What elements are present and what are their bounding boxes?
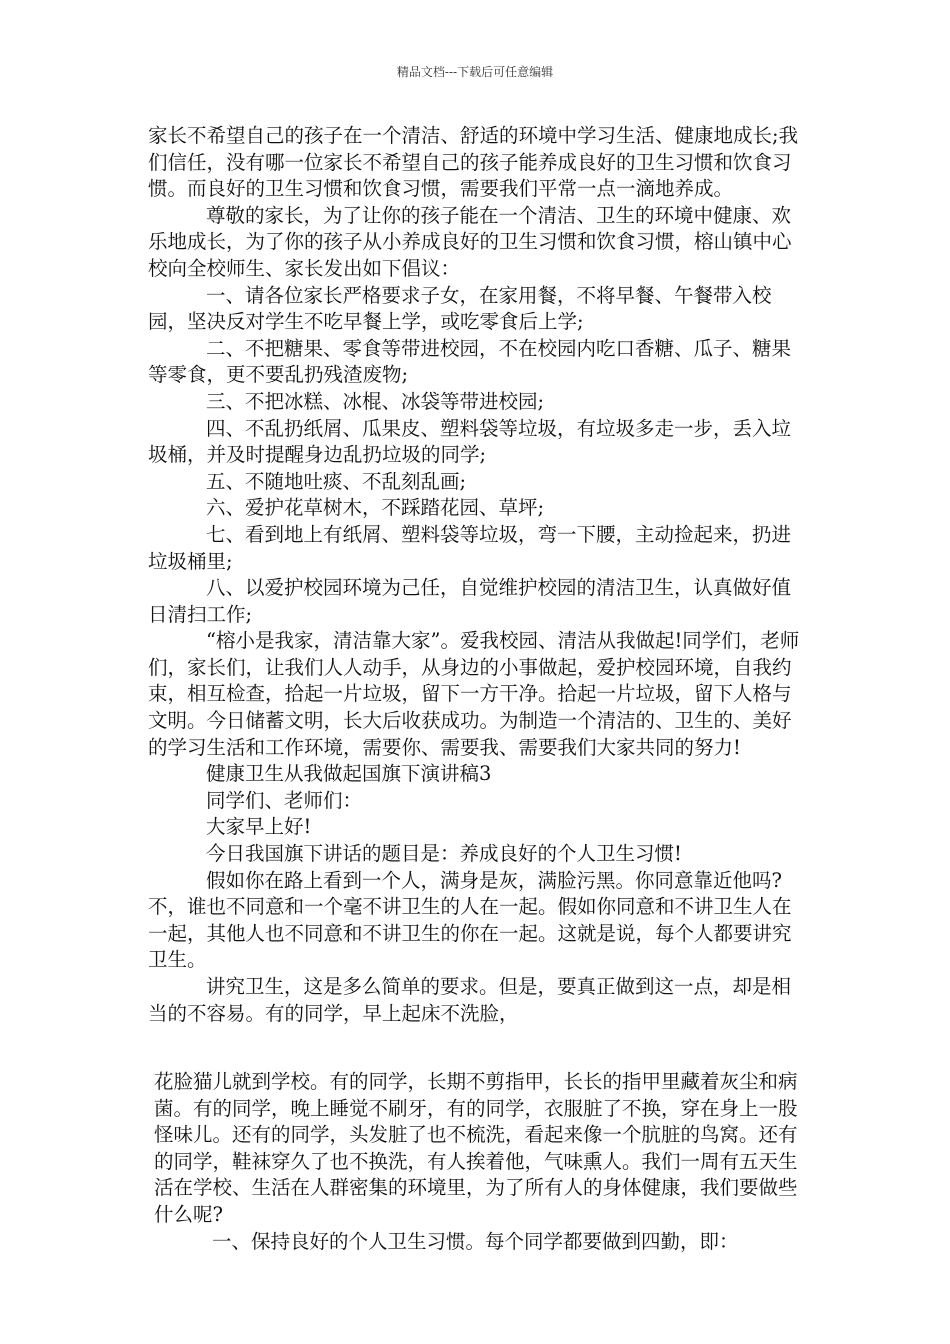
salutation: 同学们、老师们： xyxy=(206,788,363,812)
paragraph: 今日我国旗下讲话的题目是：养成良好的个人卫生习惯! xyxy=(206,842,682,866)
paragraph: 讲究卫生，这是多么简单的要求。但是，要真正做到这一点，却是相当的不容易。有的同学，早上起床不洗脸， xyxy=(148,975,792,1025)
paragraph: 七、看到地上有纸屑、塑料袋等垃圾，弯一下腰，主动捡起来，扔进垃圾桶里; xyxy=(148,522,792,573)
paragraph: 二、不把糖果、零食等带进校园，不在校园内吃口香糖、瓜子、糖果等零食，更不要乱扔残渣废物; xyxy=(148,336,792,387)
document-body xyxy=(148,123,808,1027)
paragraph: 花脸猫儿就到学校。有的同学，长期不剪指甲，长长的指甲里藏着灰尘和病菌。有的同学，晚上睡觉不刷牙，有的同学，衣服脏了不换，穿在身上一股怪味儿。还有的同学，头发脏了也不梳洗，看起来像一个肮脏的鸟窝。还有的同学，鞋袜穿久了也不换洗，有人挨着他，气味熏人。我们一周有五天生活在学校、生活在人群密集的环境里，为了所有人的身体健康，我们要做些什么呢? xyxy=(154,1070,798,1226)
document-body-continued xyxy=(154,1069,814,1255)
paragraph: 四、不乱扔纸屑、瓜果皮、塑料袋等垃圾，有垃圾多走一步，丢入垃圾桶，并及时提醒身边乱扔垃圾的同学; xyxy=(148,416,792,467)
paragraph: 家长不希望自己的孩子在一个清洁、舒适的环境中学习生活、健康地成长;我们信任，没有哪一位家长不希望自己的孩子能养成良好的卫生习惯和饮食习惯。而良好的卫生习惯和饮食习惯，需要我们平常一点一滴地养成。 xyxy=(148,124,799,201)
paragraph: 尊敬的家长，为了让你的孩子能在一个清洁、卫生的环境中健康、欢乐地成长，为了你的孩子从小养成良好的卫生习惯和饮食习惯，榕山镇中心校向全校师生、家长发出如下倡议： xyxy=(148,203,792,280)
speech-title: 健康卫生从我做起国旗下演讲稿3 xyxy=(206,762,492,786)
greeting: 大家早上好! xyxy=(206,815,312,839)
paragraph: 三、不把冰糕、冰棍、冰袋等带进校园; xyxy=(206,389,545,413)
paragraph: 一、保持良好的个人卫生习惯。每个同学都要做到四勤，即： xyxy=(212,1229,739,1253)
paragraph: “榕小是我家，清洁靠大家”。爱我校园、清洁从我做起!同学们，老师们，家长们，让我们人人动手，从身边的小事做起，爱护校园环境，自我约束，相互检查，拾起一片垃圾，留下一方干净。拾起一片垃圾，留下人格与文明。今日储蓄文明，长大后收获成功。为制造一个清洁的、卫生的、美好的学习生活和工作环境，需要你、需要我、需要我们大家共同的努力! xyxy=(148,629,800,759)
paragraph: 八、以爱护校园环境为己任，自觉维护校园的清洁卫生，认真做好值日清扫工作; xyxy=(148,576,792,626)
paragraph: 假如你在路上看到一个人，满身是灰，满脸污黑。你同意靠近他吗?不，谁也不同意和一个毫不讲卫生的人在一起。假如你同意和不讲卫生人在一起，其他人也不同意和不讲卫生的你在一起。这就是说，每个人都要讲究卫生。 xyxy=(148,868,792,972)
paragraph: 一、请各位家长严格要求子女，在家用餐，不将早餐、午餐带入校园，坚决反对学生不吃早餐上学，或吃零食后上学; xyxy=(148,283,772,334)
page-header: 精品文档---下载后可任意编辑 xyxy=(396,65,554,79)
paragraph: 六、爱护花草树木，不踩踏花园、草坪; xyxy=(206,496,545,520)
paragraph: 五、不随地吐痰、不乱刻乱画; xyxy=(206,469,467,493)
